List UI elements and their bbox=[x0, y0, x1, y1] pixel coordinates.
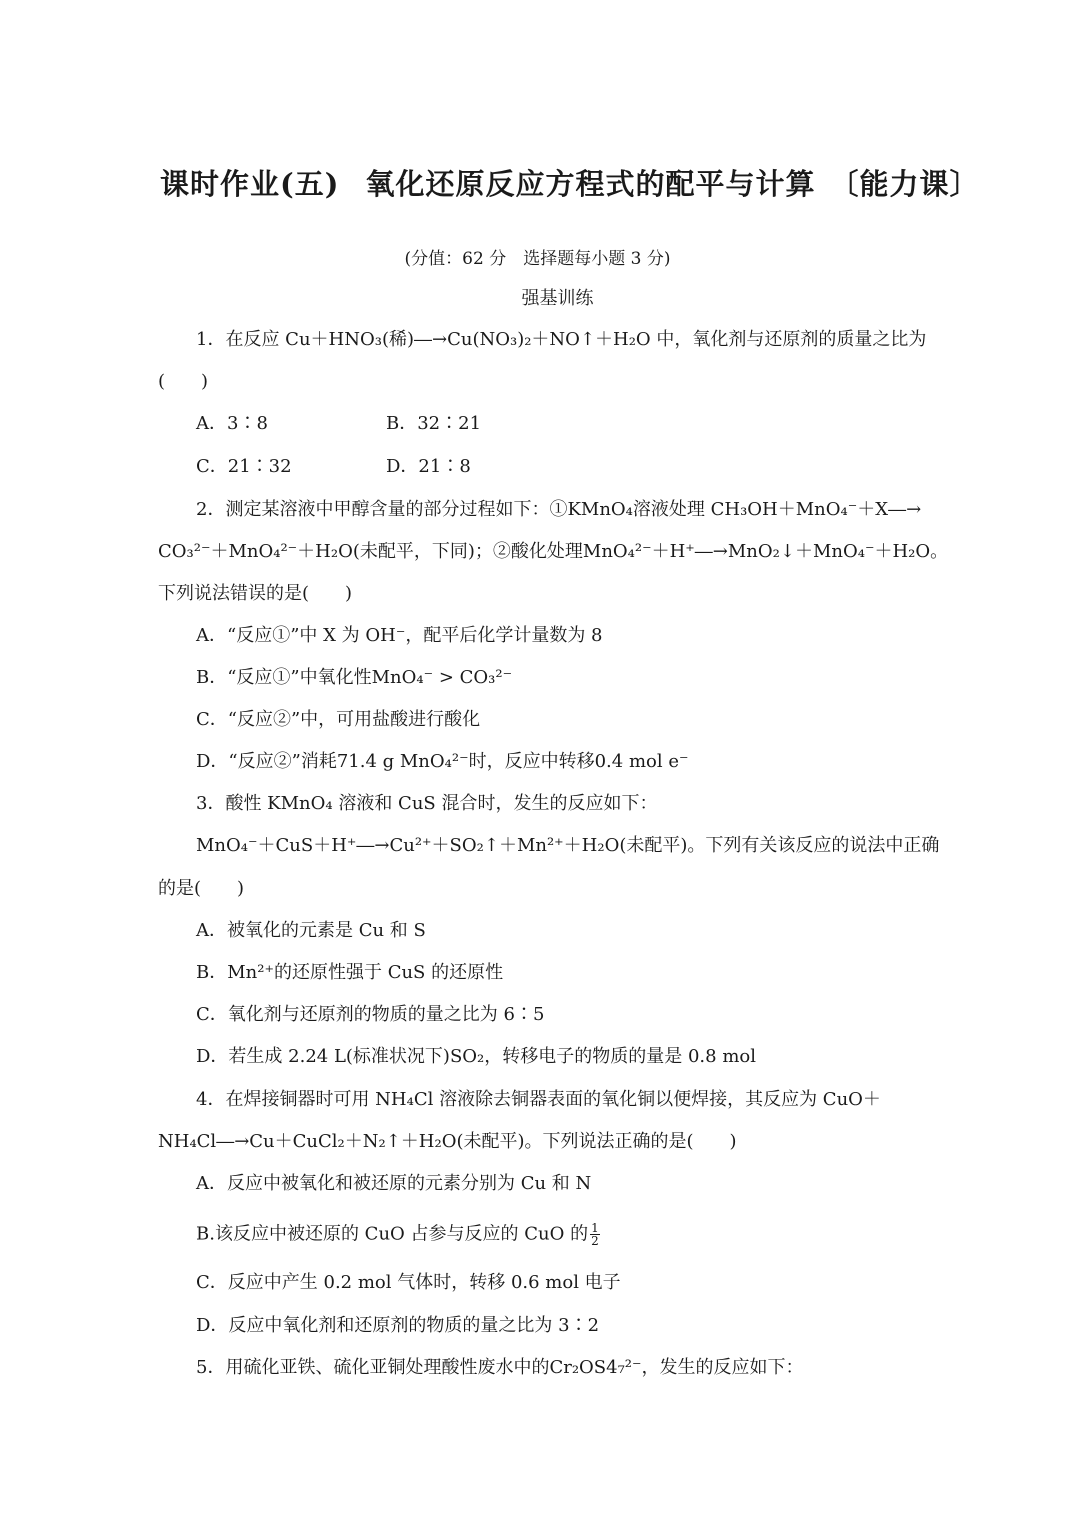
question-3-option-b: B．Mn²⁺的还原性强于 CuS 的还原性 bbox=[196, 962, 504, 983]
question-4-option-d: D．反应中氧化剂和还原剂的物质的量之比为 3∶2 bbox=[196, 1315, 600, 1336]
question-3-stem: 3．酸性 KMnO₄ 溶液和 CuS 混合时，发生的反应如下： bbox=[196, 793, 658, 814]
score-info: (分值：62 分 选择题每小题 3 分) bbox=[404, 249, 671, 269]
question-2-option-d: D．“反应②”消耗71.4 g MnO₄²⁻时，反应中转移0.4 mol e⁻ bbox=[196, 751, 689, 772]
question-2-prompt: 下列说法错误的是( ) bbox=[158, 583, 353, 604]
section-heading: 强基训练 bbox=[521, 288, 594, 309]
question-4-option-a: A．反应中被氧化和被还原的元素分别为 Cu 和 N bbox=[196, 1173, 592, 1194]
question-2-option-c: C．“反应②”中，可用盐酸进行酸化 bbox=[196, 709, 481, 730]
title-tag: 〔能力课〕 bbox=[829, 167, 980, 201]
question-1-option-c: C．21∶32 bbox=[196, 456, 292, 477]
question-4-stem: 4．在焊接铜器时可用 NH₄Cl 溶液除去铜器表面的氧化铜以便焊接，其反应为 CuO＋ bbox=[196, 1089, 881, 1110]
question-4-stem-cont: NH₄Cl―→Cu＋CuCl₂＋N₂↑＋H₂O(未配平)。下列说法正确的是( ) bbox=[158, 1131, 737, 1152]
question-3-option-d: D．若生成 2.24 L(标准状况下)SO₂，转移电子的物质的量是 0.8 mol bbox=[196, 1046, 756, 1067]
fraction bbox=[590, 1222, 600, 1247]
title-main: 课时作业(五) bbox=[160, 167, 340, 201]
question-1-answer-blank: ( ) bbox=[158, 371, 209, 392]
question-1-option-d: D．21∶8 bbox=[386, 456, 471, 477]
question-4-option-c: C．反应中产生 0.2 mol 气体时，转移 0.6 mol 电子 bbox=[196, 1272, 621, 1293]
question-5-stem: 5．用硫化亚铁、硫化亚铜处理酸性废水中的Cr₂OS4₇²⁻，发生的反应如下： bbox=[196, 1357, 804, 1378]
question-2-option-b: B．“反应①”中氧化性MnO₄⁻ > CO₃²⁻ bbox=[196, 667, 513, 688]
question-3-equation: MnO₄⁻＋CuS＋H⁺―→Cu²⁺＋SO₂↑＋Mn²⁺＋H₂O(未配平)。下列有关该反应的说法中正确 bbox=[196, 835, 940, 856]
question-1-stem: 1．在反应 Cu＋HNO₃(稀)―→Cu(NO₃)₂＋NO↑＋H₂O 中，氧化剂与还原剂的质量之比为 bbox=[196, 329, 927, 350]
fraction-denominator: 2 bbox=[591, 1234, 599, 1248]
question-4-option-b-text: B.该反应中被还原的 CuO 占参与反应的 CuO 的 bbox=[196, 1223, 589, 1245]
question-3-option-a: A．被氧化的元素是 Cu 和 S bbox=[196, 920, 426, 941]
question-3-prompt: 的是( ) bbox=[158, 878, 245, 899]
question-4-option-b bbox=[196, 1222, 600, 1247]
page-title bbox=[160, 162, 980, 203]
fraction-numerator: 1 bbox=[591, 1221, 599, 1235]
title-topic: 氧化还原反应方程式的配平与计算 bbox=[365, 167, 816, 201]
question-1-option-b: B．32∶21 bbox=[386, 413, 482, 434]
question-2-stem-cont: CO₃²⁻＋MnO₄²⁻＋H₂O(未配平，下同)；②酸化处理MnO₄²⁻＋H⁺―→MnO₂↓＋MnO₄⁻＋H₂O。 bbox=[158, 541, 949, 562]
question-3-option-c: C．氧化剂与还原剂的物质的量之比为 6∶5 bbox=[196, 1004, 545, 1025]
question-2-stem: 2．测定某溶液中甲醇含量的部分过程如下：①KMnO₄溶液处理 CH₃OH＋MnO₄⁻＋X―→ bbox=[196, 499, 922, 520]
question-2-option-a: A．“反应①”中 X 为 OH⁻，配平后化学计量数为 8 bbox=[196, 625, 603, 646]
question-1-option-a: A．3∶8 bbox=[196, 413, 268, 434]
